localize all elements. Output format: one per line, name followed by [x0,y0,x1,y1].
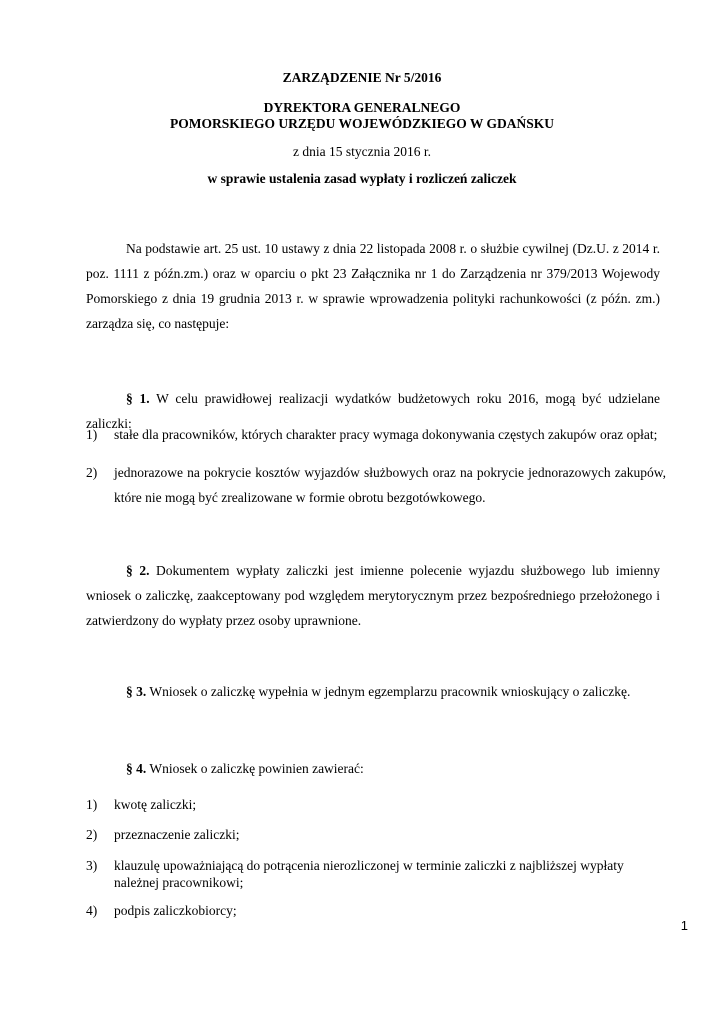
list-item-text: jednorazowe na pokrycie kosztów wyjazdów służbowych oraz na pokrycie jednorazowych zakupów, które nie mogą być zrealizowane w formie obrotu bezgotówkowego. [114,465,666,505]
list-item-text: kwotę zaliczki; [114,797,197,812]
list-item-text: podpis zaliczkobiorcy; [114,903,237,918]
issuer-line-1: DYREKTORA GENERALNEGO [263,100,461,115]
list-item-number: 3) [86,858,98,873]
section-4-label: § 4. [126,761,147,776]
section-2-label: § 2. [126,563,150,578]
list-item [86,857,666,891]
section-1-text: W celu prawidłowej realizacji wydatków budżetowych roku 2016, mogą być udzielane zaliczki: [86,391,661,431]
issuer-block [0,100,724,132]
list-item-number: 1) [86,797,98,812]
list-item [86,822,666,847]
document-date: z dnia 15 stycznia 2016 r. [293,144,431,159]
list-item [86,422,666,447]
section-3-text: Wniosek o zaliczkę wypełnia w jednym egzemplarzu pracownik wnioskujący o zaliczkę. [146,684,631,699]
list-item-text: klauzulę upoważniającą do potrącenia nierozliczonej w terminie zaliczki z najbliższej wypłaty należnej pracownikowi; [114,858,624,890]
list-item-number: 1) [86,427,98,442]
section-3-label: § 3. [126,684,147,699]
preamble-paragraph: Na podstawie art. 25 ust. 10 ustawy z dnia 22 listopada 2008 r. o służbie cywilnej (Dz.U. z 2014 r. poz. 1111 z późn.zm.) oraz w oparciu o pkt 23 Załącznika nr 1 do Zarządzenia nr 379/2013 Wojewody Pomorskiego z dnia 19 grudnia 2013 r. w sprawie wprowadzenia polityki rachunkowości (z późn. zm.) zarządza się, co następuje: [86,241,660,331]
section-2-text: Dokumentem wypłaty zaliczki jest imienne polecenie wyjazdu służbowego lub imienny wniosek o zaliczkę, zaakceptowany pod względem merytorycznym przez bezpośredniego przełożonego i zatwierdzony do wypłaty przez osoby uprawnione. [86,563,660,628]
list-item [86,460,666,510]
issuer-line-2: POMORSKIEGO URZĘDU WOJEWÓDZKIEGO W GDAŃSKU [169,116,555,131]
list-item [86,898,666,923]
document-subject: w sprawie ustalenia zasad wypłaty i rozliczeń zaliczek [207,171,517,186]
list-item-text: stałe dla pracowników, których charakter pracy wymaga dokonywania częstych zakupów oraz opłat; [114,427,658,442]
section-3-paragraph [86,679,660,704]
section-4-paragraph [86,756,660,781]
list-item-number: 2) [86,465,98,480]
section-1-label: § 1. [126,391,150,406]
page-number: 1 [680,918,688,933]
document-title: ZARZĄDZENIE Nr 5/2016 [282,70,442,85]
section-4-text: Wniosek o zaliczkę powinien zawierać: [146,761,364,776]
list-item-text: przeznaczenie zaliczki; [114,827,240,842]
list-item-number: 2) [86,827,98,842]
list-item-number: 4) [86,903,98,918]
section-2-paragraph [86,558,660,633]
list-item [86,792,666,817]
